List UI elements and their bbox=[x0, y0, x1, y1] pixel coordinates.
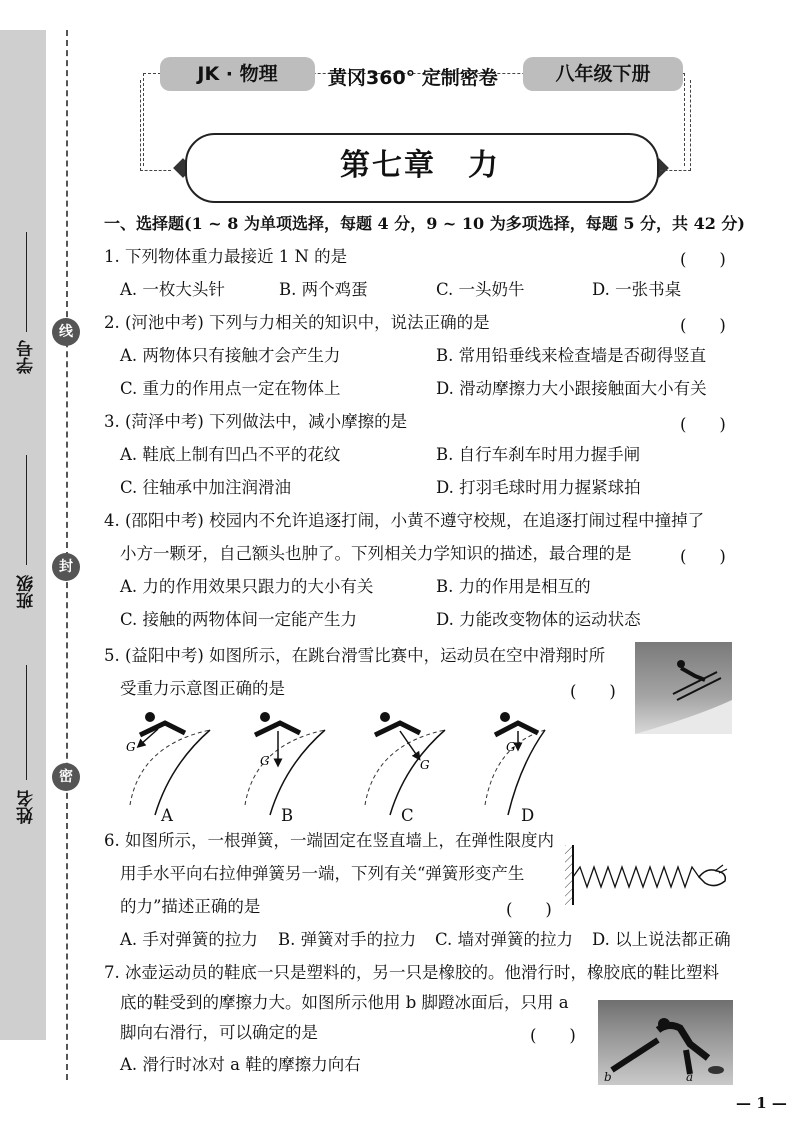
figure-d-g: G bbox=[506, 740, 516, 754]
class-blank bbox=[26, 455, 27, 565]
q7-stem-cont: 底的鞋受到的摩擦力大。如图所示他用 b 脚蹬冰面后，只用 a bbox=[120, 993, 569, 1012]
q6-option-d: D. 以上说法都正确 bbox=[592, 930, 731, 949]
student-no-label: 学号 bbox=[17, 340, 37, 374]
figure-c-label: C bbox=[401, 806, 414, 825]
q4-option-b: B. 力的作用是相互的 bbox=[436, 577, 591, 596]
spring-figure bbox=[565, 845, 735, 905]
figure-d-label: D bbox=[521, 806, 535, 825]
q3-option-b: B. 自行车刹车时用力握手闸 bbox=[436, 445, 641, 464]
figure-b-label: B bbox=[281, 806, 294, 825]
q5-stem-cont: 受重力示意图正确的是 bbox=[120, 679, 285, 698]
q1-answer-paren[interactable]: ( ) bbox=[680, 250, 726, 269]
q3-option-a: A. 鞋底上制有凹凸不平的花纹 bbox=[120, 445, 341, 464]
q7-stem-cont2: 脚向右滑行，可以确定的是 bbox=[120, 1023, 318, 1042]
q7-stem: 7. 冰壶运动员的鞋底一只是塑料的，另一只是橡胶的。他滑行时，橡胶底的鞋比塑料 bbox=[104, 963, 719, 982]
seal-close-mark: 密 bbox=[52, 763, 80, 791]
q4-option-c: C. 接触的两物体间一定能产生力 bbox=[120, 610, 358, 629]
student-no-blank bbox=[26, 232, 27, 332]
q4-stem: 4. (邵阳中考) 校园内不允许追逐打闹，小黄不遵守校规，在追逐打闹过程中撞掉了 bbox=[104, 511, 705, 530]
name-blank bbox=[26, 665, 27, 780]
figure-b-g: G bbox=[260, 754, 270, 768]
figure-c-g: G bbox=[420, 758, 430, 772]
seal-line-mark: 线 bbox=[52, 318, 80, 346]
q6-option-c: C. 墙对弹簧的拉力 bbox=[435, 930, 574, 949]
grade-pill: 八年级下册 bbox=[523, 57, 683, 91]
q6-stem-cont: 用手水平向右拉伸弹簧另一端，下列有关“弹簧形变产生 bbox=[120, 864, 525, 883]
chapter-title: 第七章 力 bbox=[340, 148, 500, 183]
q1-option-a: A. 一枚大头针 bbox=[120, 280, 225, 299]
q2-option-d: D. 滑动摩擦力大小跟接触面大小有关 bbox=[436, 379, 707, 398]
q5-figures bbox=[110, 705, 550, 820]
curling-label-a: a bbox=[686, 1070, 694, 1084]
q7-answer-paren[interactable]: ( ) bbox=[530, 1026, 576, 1045]
subject-pill: JK · 物理 bbox=[160, 57, 315, 91]
seal-seal-mark: 封 bbox=[52, 553, 80, 581]
curling-label-b: b bbox=[604, 1070, 612, 1084]
curling-photo bbox=[598, 1000, 733, 1085]
q4-option-d: D. 力能改变物体的运动状态 bbox=[436, 610, 641, 629]
q3-option-c: C. 往轴承中加注润滑油 bbox=[120, 478, 292, 497]
q2-answer-paren[interactable]: ( ) bbox=[680, 316, 726, 335]
figure-d bbox=[485, 712, 545, 815]
q1-option-d: D. 一张书桌 bbox=[592, 280, 682, 299]
figure-a-g: G bbox=[126, 740, 136, 754]
q3-option-d: D. 打羽毛球时用力握紧球拍 bbox=[436, 478, 641, 497]
q2-stem: 2. (河池中考) 下列与力相关的知识中，说法正确的是 bbox=[104, 313, 490, 332]
q1-stem: 1. 下列物体重力最接近 1 N 的是 bbox=[104, 247, 348, 266]
figure-c bbox=[365, 712, 445, 815]
q3-stem: 3. (菏泽中考) 下列做法中，减小摩擦的是 bbox=[104, 412, 408, 431]
q1-option-b: B. 两个鸡蛋 bbox=[279, 280, 368, 299]
q2-option-a: A. 两物体只有接触才会产生力 bbox=[120, 346, 341, 365]
q6-stem: 6. 如图所示，一根弹簧，一端固定在竖直墙上，在弹性限度内 bbox=[104, 831, 554, 850]
q2-option-b: B. 常用铅垂线来检查墙是否砌得竖直 bbox=[436, 346, 707, 365]
ski-jump-photo bbox=[635, 642, 732, 734]
brand-title: 黄冈360° 定制密卷 bbox=[328, 67, 498, 89]
figure-a-label: A bbox=[161, 806, 173, 825]
q6-option-a: A. 手对弹簧的拉力 bbox=[120, 930, 258, 949]
figure-a bbox=[126, 712, 210, 815]
name-label: 姓名 bbox=[17, 790, 37, 824]
binding-strip bbox=[0, 30, 46, 1040]
q5-stem: 5. (益阳中考) 如图所示，在跳台滑雪比赛中，运动员在空中滑翔时所 bbox=[104, 646, 606, 665]
q3-answer-paren[interactable]: ( ) bbox=[680, 415, 726, 434]
section-title: 一、选择题(1 ~ 8 为单项选择，每题 4 分，9 ~ 10 为多项选择，每题 5 分，共 42 分) bbox=[104, 214, 745, 233]
q6-answer-paren[interactable]: ( ) bbox=[506, 900, 552, 919]
figure-b bbox=[245, 712, 325, 815]
q4-option-a: A. 力的作用效果只跟力的大小有关 bbox=[120, 577, 374, 596]
page-number: — 1 — bbox=[736, 1094, 787, 1112]
q6-stem-cont2: 的力”描述正确的是 bbox=[120, 897, 261, 916]
q4-stem-cont: 小方一颗牙，自己额头也肿了。下列相关力学知识的描述，最合理的是 bbox=[120, 544, 632, 563]
q7-option-a: A. 滑行时冰对 a 鞋的摩擦力向右 bbox=[120, 1055, 361, 1074]
q4-answer-paren[interactable]: ( ) bbox=[680, 547, 726, 566]
q5-answer-paren[interactable]: ( ) bbox=[570, 682, 616, 701]
class-label: 班级 bbox=[17, 575, 37, 609]
q1-option-c: C. 一头奶牛 bbox=[436, 280, 525, 299]
q6-option-b: B. 弹簧对手的拉力 bbox=[278, 930, 417, 949]
q2-option-c: C. 重力的作用点一定在物体上 bbox=[120, 379, 341, 398]
